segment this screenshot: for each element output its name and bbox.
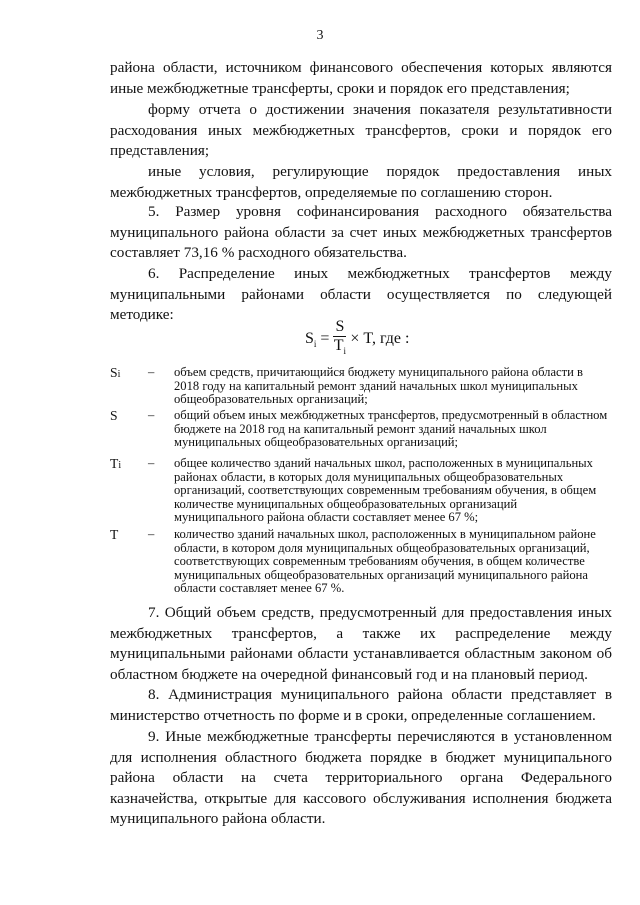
definition-symbol: Ti	[110, 456, 122, 471]
definition-text: общий объем иных межбюджетных трансфертов, предусмотренный в областном бюджете на 2018 год на капитальный ремонт зданий начальных школ муниципальных общеобразовательных организаций;	[174, 408, 608, 450]
definition-text: количество зданий начальных школ, расположенных в муниципальном районе области, в котором доля муниципальных общеобразовательных организаций, соответствующих современным требованиям обучения, в общем количестве муниципальных общеобразовательных организаций муниципального района области составляет менее 67 %.	[174, 527, 596, 596]
definition-dash: –	[148, 408, 155, 422]
paragraph-report-form: форму отчета о достижении значения показателя результативности расходования иных межбюджетных трансфертов, сроки и порядок его представления;	[110, 101, 612, 159]
formula-rhs: T, где :	[363, 330, 410, 348]
definition-dash: –	[148, 365, 155, 379]
paragraph-5-cofinancing: 5. Размер уровня софинансирования расходного обязательства муниципального района области за счет иных межбюджетных трансфертов составляет 73,16 % расходного обязательства.	[110, 203, 612, 261]
definition-text: общее количество зданий начальных школ, расположенных в муниципальных районах области, в которых доля муниципальных общеобразовательных организаций, соответствующих современным требованиям обучения, в общем количестве муниципальных общеобразовательных организаций муниципального района области составляет менее 67 %;	[174, 456, 597, 525]
paragraph-9-transfer: 9. Иные межбюджетные трансферты перечисляются в установленном для исполнения областного бюджета порядке в бюджет муниципального района области на счета территориального органа Федерального казначейства, открытые для кассового обслуживания исполнения бюджета муниципального района области.	[110, 728, 612, 827]
distribution-formula	[305, 318, 409, 360]
formula-denominator: $T_i$	[333, 337, 347, 357]
page-number: 3	[316, 28, 324, 43]
paragraph-other-conditions: иные условия, регулирующие порядок предоставления иных межбюджетных трансфертов, определяемые по соглашению сторон.	[110, 163, 612, 201]
definition-dash: –	[148, 456, 155, 470]
definition-symbol: S	[110, 408, 118, 423]
paragraph-6-distribution: 6. Распределение иных межбюджетных трансфертов между муниципальными районами области осуществляется по следующей методике:	[110, 265, 612, 323]
formula-equals: =	[320, 330, 330, 348]
formula-times: ×	[350, 330, 360, 348]
paragraph-7-total-volume: 7. Общий объем средств, предусмотренный для предоставления иных межбюджетных трансфертов, а также их распределение между муниципальными районами области устанавливается областным законом об областном бюджете на очередной финансовый год и на плановый период.	[110, 604, 612, 683]
definition-dash: –	[148, 527, 155, 541]
definition-symbol: T	[110, 527, 119, 542]
formula-fraction	[333, 318, 346, 360]
paragraph-continuation: района области, источником финансового обеспечения которых являются иные межбюджетные трансферты, сроки и порядок его представления;	[110, 59, 612, 97]
paragraph-8-reporting: 8. Администрация муниципального района области представляет в министерство отчетность по форме и в сроки, определенные соглашением.	[110, 686, 612, 724]
formula-lhs: $S_i$	[305, 329, 317, 349]
formula-numerator: S	[335, 318, 345, 335]
definition-symbol: Si	[110, 365, 121, 380]
definition-text: объем средств, причитающийся бюджету муниципального района области в 2018 году на капитальный ремонт зданий начальных школ муниципальных общеобразовательных организаций;	[174, 365, 583, 407]
